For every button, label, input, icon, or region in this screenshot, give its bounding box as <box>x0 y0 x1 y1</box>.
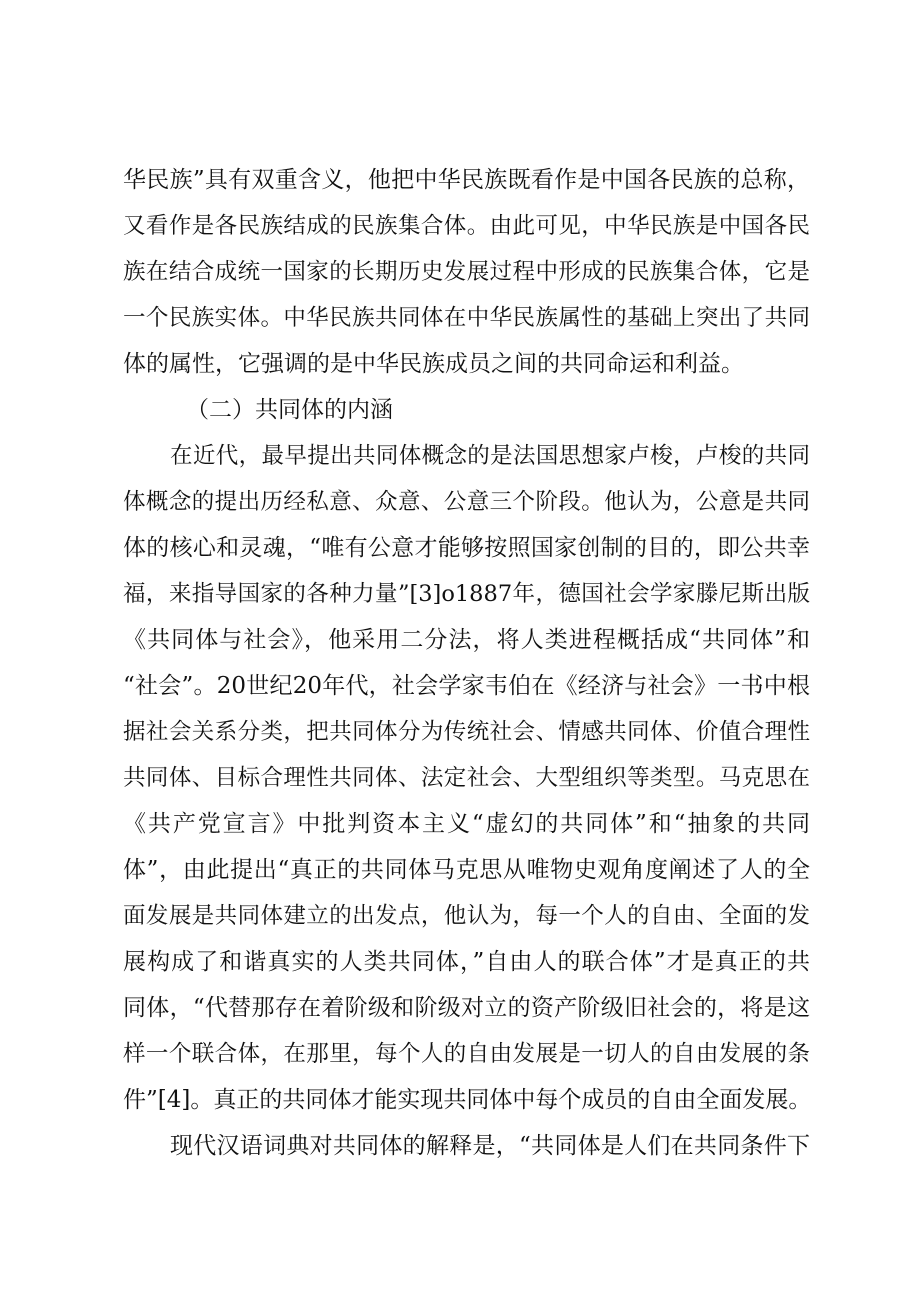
paragraph-2-line-7: 据社会关系分类，把共同体分为传统社会、情感共同体、价值合理性 <box>123 719 810 745</box>
paragraph-2-line-1: 在近代，最早提出共同体概念的是法国思想家卢梭，卢梭的共同 <box>170 443 810 469</box>
paragraph-2-line-12: 展构成了和谐真实的人类共同体，”自由人的联合体”才是真正的共 <box>123 949 810 975</box>
paragraph-2-line-8: 共同体、目标合理性共同体、法定社会、大型组织等类型。马克思在 <box>123 765 810 791</box>
paragraph-2-line-4: 福，来指导国家的各种力量”[3]o1887年，德国社会学家滕尼斯出版 <box>123 581 810 607</box>
paragraph-2-line-3: 体的核心和灵魂，“唯有公意才能够按照国家创制的目的，即公共幸 <box>123 535 810 561</box>
paragraph-1-line-3: 族在结合成统一国家的长期历史发展过程中形成的民族集合体，它是 <box>123 259 810 285</box>
paragraph-2-line-6: “社会”。20世纪20年代，社会学家韦伯在《经济与社会》一书中根 <box>123 673 810 699</box>
paragraph-2-line-15: 件”[4]。真正的共同体才能实现共同体中每个成员的自由全面发展。 <box>123 1087 812 1113</box>
paragraph-2-line-14: 样一个联合体，在那里，每个人的自由发展是一切人的自由发展的条 <box>123 1041 810 1067</box>
paragraph-2-line-5: 《共同体与社会》，他采用二分法，将人类进程概括成“共同体”和 <box>123 627 810 653</box>
paragraph-1-line-5: 体的属性，它强调的是中华民族成员之间的共同命运和利益。 <box>123 351 744 377</box>
paragraph-3-line-1: 现代汉语词典对共同体的解释是，“共同体是人们在共同条件下 <box>170 1133 810 1159</box>
paragraph-1-line-2: 又看作是各民族结成的民族集合体。由此可见，中华民族是中国各民 <box>123 213 810 239</box>
paragraph-2-line-9: 《共产党宣言》中批判资本主义“虚幻的共同体”和“抽象的共同 <box>123 811 810 837</box>
paragraph-1-line-1: 华民族”具有双重含义，他把中华民族既看作是中国各民族的总称， <box>123 167 810 193</box>
section-heading: （二）共同体的内涵 <box>186 397 393 423</box>
paragraph-2-line-11: 面发展是共同体建立的出发点，他认为，每一个人的自由、全面的发 <box>123 903 810 929</box>
paragraph-1-line-4: 一个民族实体。中华民族共同体在中华民族属性的基础上突出了共同 <box>123 305 810 331</box>
paragraph-2-line-13: 同体，“代替那存在着阶级和阶级对立的资产阶级旧社会的，将是这 <box>123 995 810 1021</box>
paragraph-2-line-2: 体概念的提出历经私意、众意、公意三个阶段。他认为，公意是共同 <box>123 489 810 515</box>
paragraph-2-line-10: 体”，由此提出“真正的共同体马克思从唯物史观角度阐述了人的全 <box>123 857 810 883</box>
